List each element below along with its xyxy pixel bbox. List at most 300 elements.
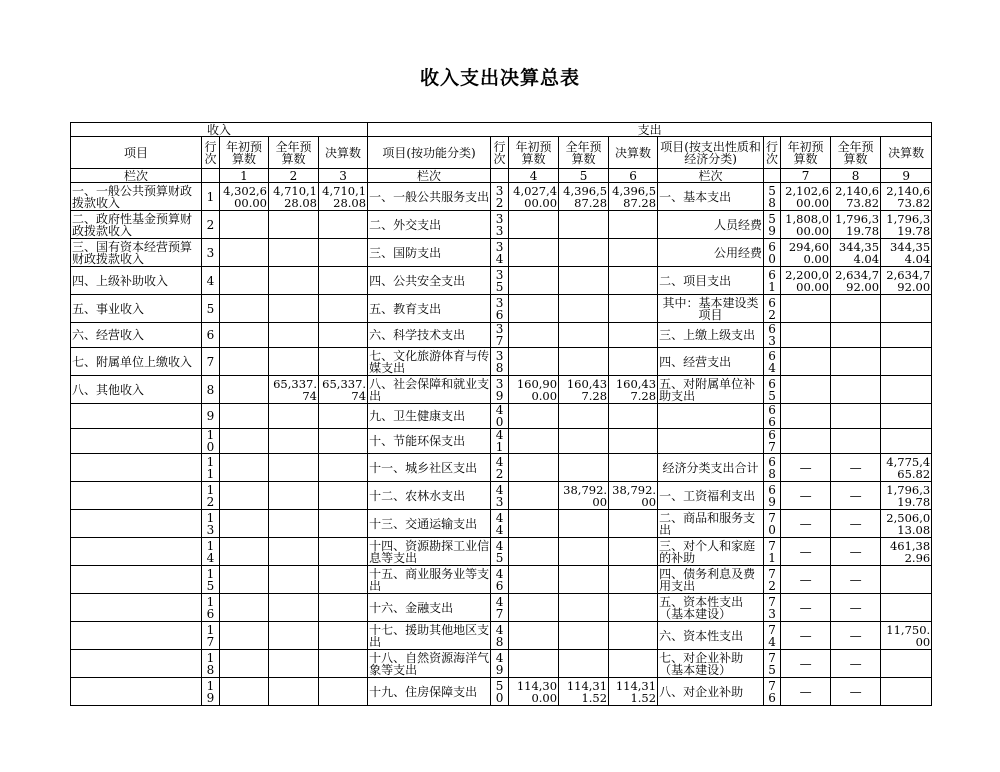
income-budget-initial bbox=[220, 429, 269, 454]
economic-item: 一、工资福利支出 bbox=[658, 482, 764, 510]
economic-item: 五、资本性支出（基本建设） bbox=[658, 594, 764, 622]
function-line: 45 bbox=[491, 538, 509, 566]
income-budget-full bbox=[269, 211, 319, 239]
function-item: 五、教育支出 bbox=[368, 295, 491, 323]
income-line: 1 bbox=[202, 183, 220, 211]
function-item: 十八、自然资源海洋气象等支出 bbox=[369, 650, 490, 677]
income-line: 14 bbox=[202, 538, 220, 566]
income-budget-initial bbox=[220, 594, 269, 622]
economic-budget-full: 2,140,673.82 bbox=[831, 183, 881, 211]
table-row bbox=[71, 678, 932, 706]
economic-budget-full: — bbox=[831, 538, 881, 566]
economic-budget-initial: — bbox=[781, 678, 831, 706]
income-line: 8 bbox=[202, 376, 220, 404]
table-row bbox=[71, 239, 932, 267]
income-item bbox=[71, 566, 202, 594]
economic-final bbox=[881, 678, 932, 706]
function-budget-initial bbox=[509, 323, 559, 348]
income-line: 3 bbox=[202, 239, 220, 267]
function-budget-full bbox=[559, 211, 609, 239]
function-budget-initial bbox=[509, 429, 559, 454]
economic-item: 八、对企业补助 bbox=[658, 678, 764, 706]
function-line: 39 bbox=[491, 376, 509, 404]
income-item: 一、一般公共预算财政拨款收入 bbox=[71, 183, 202, 211]
economic-line: 73 bbox=[764, 594, 781, 622]
function-budget-initial bbox=[509, 650, 559, 678]
income-budget-full bbox=[269, 429, 319, 454]
function-line: 37 bbox=[491, 323, 509, 348]
col-header-budget-full: 全年预算数 bbox=[269, 137, 319, 169]
economic-line: 60 bbox=[764, 239, 781, 267]
function-line: 35 bbox=[491, 267, 509, 295]
income-final bbox=[319, 429, 368, 454]
economic-item: 五、对附属单位补助支出 bbox=[658, 376, 764, 404]
income-budget-full bbox=[269, 295, 319, 323]
economic-line: 74 bbox=[764, 622, 781, 650]
function-budget-initial bbox=[509, 510, 559, 538]
income-budget-full: 4,710,128.08 bbox=[269, 183, 319, 211]
function-budget-full bbox=[559, 267, 609, 295]
function-final bbox=[609, 404, 658, 429]
income-item bbox=[71, 404, 202, 429]
income-budget-initial bbox=[220, 267, 269, 295]
economic-line: 63 bbox=[764, 323, 781, 348]
income-item bbox=[71, 482, 202, 510]
function-item: 八、社会保障和就业支出 bbox=[369, 376, 490, 403]
economic-final: 2,634,792.00 bbox=[881, 267, 932, 295]
function-line: 46 bbox=[491, 566, 509, 594]
function-budget-full bbox=[559, 622, 609, 650]
income-item bbox=[71, 538, 202, 566]
function-line: 36 bbox=[491, 295, 509, 323]
economic-final bbox=[881, 429, 932, 454]
col-number: 7 bbox=[781, 169, 831, 183]
income-final bbox=[319, 650, 368, 678]
table-row bbox=[71, 323, 932, 348]
economic-line: 71 bbox=[764, 538, 781, 566]
economic-final: 4,775,465.82 bbox=[881, 454, 932, 482]
economic-line: 69 bbox=[764, 482, 781, 510]
economic-budget-full bbox=[831, 348, 881, 376]
economic-item: 三、对个人和家庭的补助 bbox=[658, 538, 764, 566]
economic-budget-initial bbox=[781, 376, 831, 404]
function-budget-full bbox=[559, 348, 609, 376]
income-budget-initial bbox=[220, 295, 269, 323]
economic-budget-initial: 1,808,000.00 bbox=[781, 211, 831, 239]
function-item: 十一、城乡社区支出 bbox=[368, 454, 491, 482]
col-header-final: 决算数 bbox=[609, 137, 658, 169]
income-budget-full bbox=[269, 650, 319, 678]
table-row bbox=[71, 211, 932, 239]
header-row-columns bbox=[71, 137, 932, 169]
economic-budget-initial: — bbox=[781, 566, 831, 594]
function-budget-initial bbox=[509, 211, 559, 239]
function-budget-initial: 4,027,400.00 bbox=[509, 183, 559, 211]
function-final bbox=[609, 650, 658, 678]
function-budget-full bbox=[559, 239, 609, 267]
table-row bbox=[71, 376, 932, 404]
economic-final: 2,140,673.82 bbox=[881, 183, 932, 211]
economic-line: 64 bbox=[764, 348, 781, 376]
economic-budget-initial: 2,200,000.00 bbox=[781, 267, 831, 295]
function-final bbox=[609, 348, 658, 376]
function-budget-initial bbox=[509, 454, 559, 482]
economic-budget-full: — bbox=[831, 678, 881, 706]
economic-line: 65 bbox=[764, 376, 781, 404]
function-line: 44 bbox=[491, 510, 509, 538]
function-final bbox=[609, 454, 658, 482]
col-label: 栏次 bbox=[658, 169, 764, 183]
function-line: 42 bbox=[491, 454, 509, 482]
income-budget-initial bbox=[220, 538, 269, 566]
economic-budget-initial bbox=[781, 429, 831, 454]
function-budget-full bbox=[559, 323, 609, 348]
economic-budget-initial: — bbox=[781, 510, 831, 538]
income-budget-full bbox=[269, 267, 319, 295]
economic-line: 70 bbox=[764, 510, 781, 538]
function-line: 38 bbox=[491, 348, 509, 376]
economic-final: 461,382.96 bbox=[881, 538, 932, 566]
economic-budget-initial: — bbox=[781, 594, 831, 622]
income-line: 12 bbox=[202, 482, 220, 510]
economic-budget-full: — bbox=[831, 454, 881, 482]
function-final: 4,396,587.28 bbox=[609, 183, 658, 211]
col-header-line: 行次 bbox=[764, 137, 781, 169]
income-budget-initial bbox=[220, 211, 269, 239]
economic-budget-full: — bbox=[831, 510, 881, 538]
function-final bbox=[609, 239, 658, 267]
function-item: 十六、金融支出 bbox=[368, 594, 491, 622]
table-row bbox=[71, 429, 932, 454]
col-label: 栏次 bbox=[71, 169, 202, 183]
function-final bbox=[609, 267, 658, 295]
economic-item: 一、基本支出 bbox=[658, 183, 764, 211]
income-final bbox=[319, 594, 368, 622]
income-final bbox=[319, 267, 368, 295]
income-budget-initial bbox=[220, 454, 269, 482]
income-item bbox=[71, 429, 202, 454]
economic-line: 61 bbox=[764, 267, 781, 295]
economic-budget-initial: — bbox=[781, 622, 831, 650]
function-item: 十三、交通运输支出 bbox=[368, 510, 491, 538]
function-final bbox=[609, 594, 658, 622]
col-header-budget-initial: 年初预算数 bbox=[509, 137, 559, 169]
function-budget-full: 38,792.00 bbox=[559, 482, 609, 510]
economic-final bbox=[881, 348, 932, 376]
table-row bbox=[71, 566, 932, 594]
income-budget-full bbox=[269, 323, 319, 348]
income-item bbox=[71, 678, 202, 706]
income-final bbox=[319, 348, 368, 376]
income-line: 7 bbox=[202, 348, 220, 376]
function-line: 40 bbox=[491, 404, 509, 429]
economic-item bbox=[658, 404, 764, 429]
header-row-numbers bbox=[71, 169, 932, 183]
income-budget-full bbox=[269, 348, 319, 376]
economic-final: 344,354.04 bbox=[881, 239, 932, 267]
function-budget-initial bbox=[509, 239, 559, 267]
function-line: 48 bbox=[491, 622, 509, 650]
economic-budget-full: — bbox=[831, 650, 881, 678]
income-final bbox=[319, 404, 368, 429]
income-budget-full bbox=[269, 239, 319, 267]
income-budget-full bbox=[269, 454, 319, 482]
function-line: 43 bbox=[491, 482, 509, 510]
table-row bbox=[71, 454, 932, 482]
table-row bbox=[71, 594, 932, 622]
economic-budget-full: — bbox=[831, 622, 881, 650]
economic-final: 1,796,319.78 bbox=[881, 211, 932, 239]
economic-budget-full bbox=[831, 323, 881, 348]
income-final bbox=[319, 239, 368, 267]
income-budget-full bbox=[269, 678, 319, 706]
function-final bbox=[609, 211, 658, 239]
function-final bbox=[609, 510, 658, 538]
function-final bbox=[609, 538, 658, 566]
function-line: 34 bbox=[491, 239, 509, 267]
income-final bbox=[319, 211, 368, 239]
economic-final bbox=[881, 323, 932, 348]
economic-item: 公用经费 bbox=[658, 239, 764, 267]
table-body bbox=[71, 183, 932, 706]
function-final: 160,437.28 bbox=[609, 376, 658, 404]
economic-budget-initial bbox=[781, 404, 831, 429]
col-number: 6 bbox=[609, 169, 658, 183]
function-budget-initial bbox=[509, 594, 559, 622]
income-budget-initial bbox=[220, 510, 269, 538]
table-row bbox=[71, 295, 932, 323]
function-budget-initial bbox=[509, 295, 559, 323]
income-item bbox=[71, 510, 202, 538]
income-line: 19 bbox=[202, 678, 220, 706]
income-item: 二、政府性基金预算财政拨款收入 bbox=[71, 211, 202, 239]
economic-item: 四、经营支出 bbox=[658, 348, 764, 376]
economic-budget-full: — bbox=[831, 594, 881, 622]
function-item: 十四、资源勘探工业信息等支出 bbox=[369, 538, 490, 565]
income-budget-full bbox=[269, 566, 319, 594]
income-budget-initial bbox=[220, 323, 269, 348]
col-header-item-economic: 项目(按支出性质和经济分类) bbox=[658, 137, 764, 169]
income-final: 4,710,128.08 bbox=[319, 183, 368, 211]
function-final bbox=[609, 622, 658, 650]
col-header-budget-initial: 年初预算数 bbox=[220, 137, 269, 169]
function-final bbox=[609, 429, 658, 454]
function-budget-full bbox=[559, 650, 609, 678]
function-budget-full bbox=[559, 454, 609, 482]
function-item: 六、科学技术支出 bbox=[368, 323, 491, 348]
function-item: 四、公共安全支出 bbox=[368, 267, 491, 295]
economic-item: 三、上缴上级支出 bbox=[658, 323, 764, 348]
table-row bbox=[71, 404, 932, 429]
col-label: 栏次 bbox=[368, 169, 491, 183]
function-final: 38,792.00 bbox=[609, 482, 658, 510]
function-item: 十七、援助其他地区支出 bbox=[369, 622, 490, 649]
economic-line: 67 bbox=[764, 429, 781, 454]
function-budget-full bbox=[559, 566, 609, 594]
function-budget-full bbox=[559, 295, 609, 323]
income-budget-initial bbox=[220, 482, 269, 510]
col-number: 1 bbox=[220, 169, 269, 183]
col-header-budget-initial: 年初预算数 bbox=[781, 137, 831, 169]
table-row bbox=[71, 510, 932, 538]
income-item bbox=[71, 622, 202, 650]
function-budget-initial bbox=[509, 404, 559, 429]
function-budget-initial bbox=[509, 267, 559, 295]
income-budget-initial: 4,302,600.00 bbox=[220, 183, 269, 211]
income-line: 18 bbox=[202, 650, 220, 678]
income-budget-initial bbox=[220, 650, 269, 678]
col-number: 4 bbox=[509, 169, 559, 183]
economic-budget-full: 1,796,319.78 bbox=[831, 211, 881, 239]
col-number: 9 bbox=[881, 169, 932, 183]
economic-budget-initial: 294,600.00 bbox=[781, 239, 831, 267]
function-item: 十九、住房保障支出 bbox=[368, 678, 491, 706]
income-line: 13 bbox=[202, 510, 220, 538]
function-final bbox=[609, 295, 658, 323]
economic-final: 2,506,013.08 bbox=[881, 510, 932, 538]
economic-budget-initial bbox=[781, 348, 831, 376]
col-header-budget-full: 全年预算数 bbox=[831, 137, 881, 169]
function-budget-initial bbox=[509, 566, 559, 594]
expenditure-section-header: 支出 bbox=[368, 123, 932, 137]
income-item: 三、国有资本经营预算财政拨款收入 bbox=[71, 239, 202, 267]
income-budget-full bbox=[269, 622, 319, 650]
economic-final: 11,750.00 bbox=[881, 622, 932, 650]
function-line: 41 bbox=[491, 429, 509, 454]
economic-item: 四、债务利息及费用支出 bbox=[658, 566, 764, 594]
function-budget-initial bbox=[509, 538, 559, 566]
income-final bbox=[319, 454, 368, 482]
col-header-final: 决算数 bbox=[881, 137, 932, 169]
economic-budget-initial bbox=[781, 295, 831, 323]
economic-line: 66 bbox=[764, 404, 781, 429]
function-budget-full bbox=[559, 538, 609, 566]
function-item: 七、文化旅游体育与传媒支出 bbox=[369, 348, 490, 375]
economic-final bbox=[881, 404, 932, 429]
economic-item: 其中：基本建设类项目 bbox=[658, 295, 764, 323]
economic-item: 七、对企业补助（基本建设） bbox=[658, 650, 764, 678]
economic-final bbox=[881, 566, 932, 594]
function-final bbox=[609, 323, 658, 348]
income-budget-initial bbox=[220, 678, 269, 706]
income-budget-initial bbox=[220, 404, 269, 429]
income-budget-full bbox=[269, 482, 319, 510]
income-final bbox=[319, 678, 368, 706]
economic-line: 75 bbox=[764, 650, 781, 678]
economic-budget-full bbox=[831, 376, 881, 404]
function-budget-full: 114,311.52 bbox=[559, 678, 609, 706]
function-budget-full bbox=[559, 404, 609, 429]
economic-item: 经济分类支出合计 bbox=[658, 454, 764, 482]
income-item: 七、附属单位上缴收入 bbox=[71, 348, 202, 376]
col-number: 5 bbox=[559, 169, 609, 183]
economic-budget-initial bbox=[781, 323, 831, 348]
income-final bbox=[319, 566, 368, 594]
function-item: 一、一般公共服务支出 bbox=[368, 183, 491, 211]
function-item: 二、外交支出 bbox=[368, 211, 491, 239]
economic-line: 59 bbox=[764, 211, 781, 239]
function-line: 32 bbox=[491, 183, 509, 211]
function-line: 47 bbox=[491, 594, 509, 622]
function-budget-initial: 114,300.00 bbox=[509, 678, 559, 706]
economic-budget-full bbox=[831, 429, 881, 454]
income-line: 11 bbox=[202, 454, 220, 482]
function-final: 114,311.52 bbox=[609, 678, 658, 706]
income-budget-full bbox=[269, 538, 319, 566]
economic-budget-initial: — bbox=[781, 454, 831, 482]
function-budget-initial bbox=[509, 348, 559, 376]
income-item: 八、其他收入 bbox=[71, 376, 202, 404]
economic-line: 62 bbox=[764, 295, 781, 323]
col-header-item: 项目 bbox=[71, 137, 202, 169]
economic-budget-full bbox=[831, 295, 881, 323]
income-line: 6 bbox=[202, 323, 220, 348]
income-budget-initial bbox=[220, 566, 269, 594]
income-final bbox=[319, 295, 368, 323]
function-budget-initial bbox=[509, 622, 559, 650]
economic-budget-initial: — bbox=[781, 482, 831, 510]
economic-final bbox=[881, 295, 932, 323]
economic-budget-full: — bbox=[831, 482, 881, 510]
economic-budget-initial: — bbox=[781, 650, 831, 678]
function-item: 十五、商业服务业等支出 bbox=[369, 566, 490, 593]
income-expenditure-table bbox=[70, 122, 932, 706]
income-budget-full bbox=[269, 594, 319, 622]
income-budget-full bbox=[269, 404, 319, 429]
table-row bbox=[71, 267, 932, 295]
function-budget-full: 160,437.28 bbox=[559, 376, 609, 404]
table-row bbox=[71, 482, 932, 510]
economic-final bbox=[881, 650, 932, 678]
economic-budget-full: 2,634,792.00 bbox=[831, 267, 881, 295]
col-header-budget-full: 全年预算数 bbox=[559, 137, 609, 169]
economic-line: 58 bbox=[764, 183, 781, 211]
income-final bbox=[319, 323, 368, 348]
table-row bbox=[71, 348, 932, 376]
income-line: 16 bbox=[202, 594, 220, 622]
function-item: 十二、农林水支出 bbox=[368, 482, 491, 510]
income-final bbox=[319, 538, 368, 566]
economic-item: 二、商品和服务支出 bbox=[658, 510, 764, 538]
function-budget-initial bbox=[509, 482, 559, 510]
economic-line: 68 bbox=[764, 454, 781, 482]
income-item: 四、上级补助收入 bbox=[71, 267, 202, 295]
economic-budget-full bbox=[831, 404, 881, 429]
economic-budget-full: — bbox=[831, 566, 881, 594]
income-item bbox=[71, 594, 202, 622]
income-item bbox=[71, 454, 202, 482]
function-line: 33 bbox=[491, 211, 509, 239]
economic-item: 二、项目支出 bbox=[658, 267, 764, 295]
function-budget-full bbox=[559, 429, 609, 454]
table-row bbox=[71, 622, 932, 650]
income-budget-initial bbox=[220, 622, 269, 650]
function-budget-full: 4,396,587.28 bbox=[559, 183, 609, 211]
income-line: 9 bbox=[202, 404, 220, 429]
economic-line: 76 bbox=[764, 678, 781, 706]
function-line: 50 bbox=[491, 678, 509, 706]
economic-item: 六、资本性支出 bbox=[658, 622, 764, 650]
table-row bbox=[71, 650, 932, 678]
income-item: 五、事业收入 bbox=[71, 295, 202, 323]
economic-item: 人员经费 bbox=[658, 211, 764, 239]
income-item: 六、经营收入 bbox=[71, 323, 202, 348]
function-item: 三、国防支出 bbox=[368, 239, 491, 267]
col-header-item-function: 项目(按功能分类) bbox=[368, 137, 491, 169]
economic-item bbox=[658, 429, 764, 454]
economic-line: 72 bbox=[764, 566, 781, 594]
income-final bbox=[319, 482, 368, 510]
